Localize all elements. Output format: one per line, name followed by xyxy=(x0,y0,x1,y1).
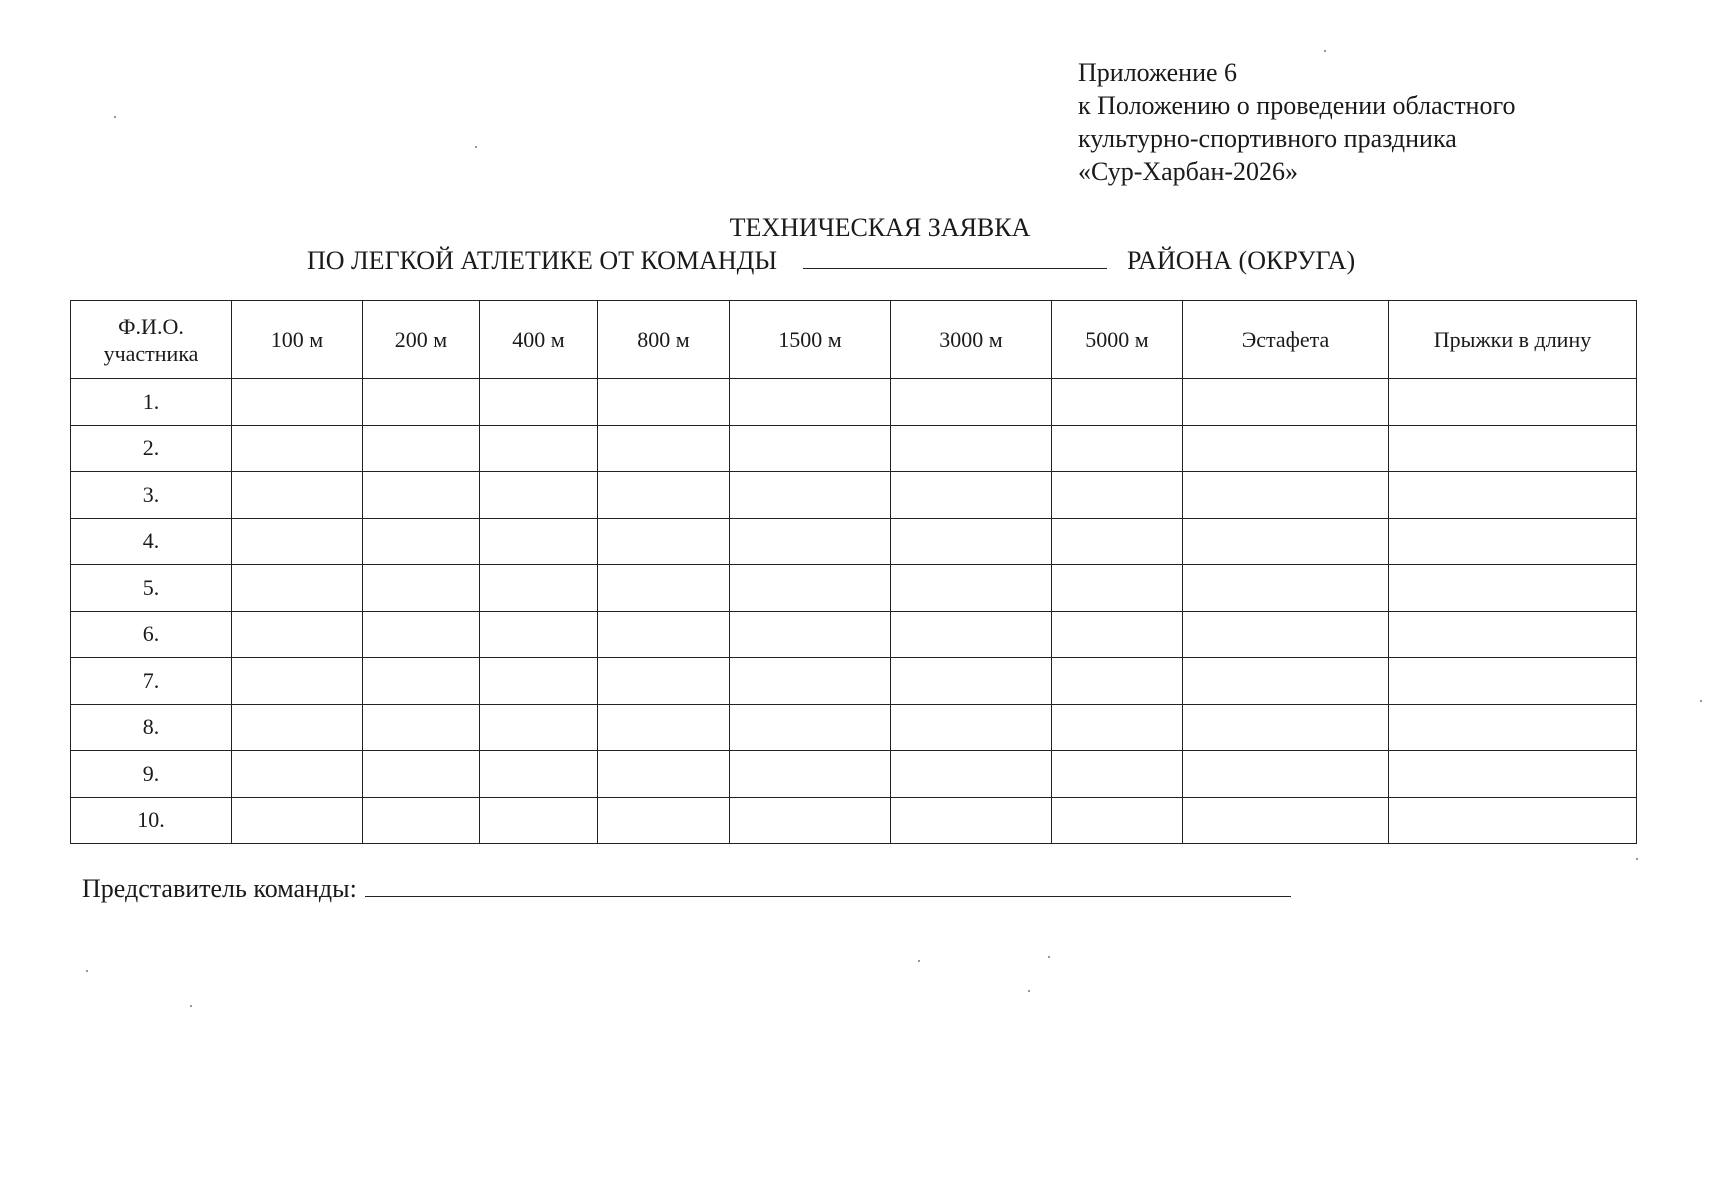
entry-cell[interactable] xyxy=(480,751,598,798)
row-number: 7. xyxy=(71,658,232,705)
entry-cell[interactable] xyxy=(598,518,730,565)
scan-speck xyxy=(1636,858,1638,860)
entry-cell[interactable] xyxy=(891,658,1052,705)
entry-cell[interactable] xyxy=(1183,518,1389,565)
entry-cell[interactable] xyxy=(363,797,480,844)
entry-cell[interactable] xyxy=(363,379,480,426)
entry-cell[interactable] xyxy=(891,518,1052,565)
entry-cell[interactable] xyxy=(1183,797,1389,844)
annex-number: Приложение 6 xyxy=(1078,58,1238,87)
entry-cell[interactable] xyxy=(598,797,730,844)
scan-speck xyxy=(1028,990,1030,992)
entry-cell[interactable] xyxy=(1052,472,1183,519)
entry-cell[interactable] xyxy=(598,658,730,705)
scan-speck xyxy=(86,970,88,972)
entry-cell[interactable] xyxy=(891,611,1052,658)
entry-cell[interactable] xyxy=(1052,797,1183,844)
entry-cell[interactable] xyxy=(1183,611,1389,658)
entry-cell[interactable] xyxy=(1183,751,1389,798)
entry-cell[interactable] xyxy=(598,565,730,612)
entry-cell[interactable] xyxy=(363,611,480,658)
entry-cell[interactable] xyxy=(363,472,480,519)
entry-cell[interactable] xyxy=(1052,658,1183,705)
entry-cell[interactable] xyxy=(598,472,730,519)
annex-event-type: культурно-спортивного праздника xyxy=(1078,124,1457,153)
entry-cell[interactable] xyxy=(1183,658,1389,705)
row-number: 3. xyxy=(71,472,232,519)
entry-cell[interactable] xyxy=(480,658,598,705)
entry-cell[interactable] xyxy=(232,611,363,658)
entry-cell[interactable] xyxy=(232,518,363,565)
header-5000m: 5000 м xyxy=(1052,301,1183,379)
entry-cell[interactable] xyxy=(730,379,891,426)
entry-cell[interactable] xyxy=(891,472,1052,519)
entry-cell[interactable] xyxy=(891,797,1052,844)
scan-speck xyxy=(1700,700,1702,702)
row-number: 9. xyxy=(71,751,232,798)
document-subtitle xyxy=(307,246,1355,276)
entry-cell[interactable] xyxy=(480,797,598,844)
entry-cell[interactable] xyxy=(1389,751,1637,798)
team-representative xyxy=(82,872,1291,904)
entry-cell[interactable] xyxy=(363,658,480,705)
table-row xyxy=(71,518,1637,565)
table-row xyxy=(71,704,1637,751)
entry-cell[interactable] xyxy=(730,611,891,658)
entry-cell[interactable] xyxy=(232,751,363,798)
entry-cell[interactable] xyxy=(480,518,598,565)
row-number: 1. xyxy=(71,379,232,426)
table-row xyxy=(71,611,1637,658)
entry-cell[interactable] xyxy=(1052,379,1183,426)
entry-cell[interactable] xyxy=(1052,518,1183,565)
entry-cell[interactable] xyxy=(480,565,598,612)
entry-cell[interactable] xyxy=(363,425,480,472)
table-row xyxy=(71,472,1637,519)
entry-cell[interactable] xyxy=(1052,611,1183,658)
entry-cell[interactable] xyxy=(232,565,363,612)
entry-cell[interactable] xyxy=(1183,472,1389,519)
entry-cell[interactable] xyxy=(1183,425,1389,472)
representative-label: Представитель команды: xyxy=(82,874,357,903)
entry-cell[interactable] xyxy=(598,379,730,426)
table-row xyxy=(71,797,1637,844)
entry-cell[interactable] xyxy=(1389,658,1637,705)
entry-cell[interactable] xyxy=(730,658,891,705)
entry-cell[interactable] xyxy=(480,425,598,472)
scan-speck xyxy=(918,960,920,962)
entry-cell[interactable] xyxy=(891,425,1052,472)
entry-cell[interactable] xyxy=(363,704,480,751)
entry-cell[interactable] xyxy=(1389,565,1637,612)
entry-cell[interactable] xyxy=(891,379,1052,426)
row-number: 6. xyxy=(71,611,232,658)
entry-cell[interactable] xyxy=(232,797,363,844)
scan-speck xyxy=(190,1005,192,1007)
entry-cell[interactable] xyxy=(1052,425,1183,472)
entry-cell[interactable] xyxy=(232,704,363,751)
table-header-row xyxy=(71,301,1637,379)
entry-cell[interactable] xyxy=(730,565,891,612)
row-number: 2. xyxy=(71,425,232,472)
table-row xyxy=(71,658,1637,705)
entry-cell[interactable] xyxy=(480,704,598,751)
entry-cell[interactable] xyxy=(730,425,891,472)
representative-signature-line[interactable] xyxy=(365,872,1291,897)
scan-speck xyxy=(1048,956,1050,958)
header-400m: 400 м xyxy=(480,301,598,379)
entry-cell[interactable] xyxy=(598,611,730,658)
entry-cell[interactable] xyxy=(730,518,891,565)
entry-cell[interactable] xyxy=(730,797,891,844)
entry-cell[interactable] xyxy=(1389,611,1637,658)
annex-reference: к Положению о проведении областного xyxy=(1078,91,1516,120)
row-number: 8. xyxy=(71,704,232,751)
entry-cell[interactable] xyxy=(1183,704,1389,751)
entry-cell[interactable] xyxy=(232,658,363,705)
table-row xyxy=(71,425,1637,472)
entry-cell[interactable] xyxy=(891,751,1052,798)
entry-cell[interactable] xyxy=(730,704,891,751)
entry-cell[interactable] xyxy=(232,379,363,426)
entry-cell[interactable] xyxy=(232,472,363,519)
scan-speck xyxy=(114,116,116,118)
annex-event-name: «Сур-Харбан-2026» xyxy=(1078,157,1299,186)
entry-cell[interactable] xyxy=(363,751,480,798)
entry-cell[interactable] xyxy=(1389,379,1637,426)
entry-cell[interactable] xyxy=(480,611,598,658)
header-800m: 800 м xyxy=(598,301,730,379)
scan-speck xyxy=(475,146,477,148)
subtitle-suffix: РАЙОНА (ОКРУГА) xyxy=(1127,246,1356,275)
entry-cell[interactable] xyxy=(1389,704,1637,751)
table-row xyxy=(71,565,1637,612)
entry-cell[interactable] xyxy=(598,751,730,798)
header-100m: 100 м xyxy=(232,301,363,379)
table-row xyxy=(71,751,1637,798)
entry-cell[interactable] xyxy=(1389,425,1637,472)
header-3000m: 3000 м xyxy=(891,301,1052,379)
entry-cell[interactable] xyxy=(891,565,1052,612)
entry-cell[interactable] xyxy=(480,472,598,519)
header-200m: 200 м xyxy=(363,301,480,379)
document-title: ТЕХНИЧЕСКАЯ ЗАЯВКА xyxy=(729,213,1031,242)
subtitle-prefix: ПО ЛЕГКОЙ АТЛЕТИКЕ ОТ КОМАНДЫ xyxy=(307,246,778,275)
scan-speck xyxy=(1324,50,1326,52)
row-number: 10. xyxy=(71,797,232,844)
entry-cell[interactable] xyxy=(480,379,598,426)
header-participant-name: Ф.И.О. участника xyxy=(71,301,232,379)
header-relay: Эстафета xyxy=(1183,301,1389,379)
entry-cell[interactable] xyxy=(598,425,730,472)
entry-cell[interactable] xyxy=(598,704,730,751)
entry-cell[interactable] xyxy=(1389,472,1637,519)
team-name-blank[interactable] xyxy=(803,246,1107,269)
annex-block xyxy=(1078,56,1515,188)
entry-cell[interactable] xyxy=(1052,704,1183,751)
table-row xyxy=(71,379,1637,426)
entry-cell[interactable] xyxy=(1183,565,1389,612)
header-1500m: 1500 м xyxy=(730,301,891,379)
header-long-jump: Прыжки в длину xyxy=(1389,301,1637,379)
entry-cell[interactable] xyxy=(363,565,480,612)
row-number: 5. xyxy=(71,565,232,612)
entry-cell[interactable] xyxy=(1052,751,1183,798)
entry-cell[interactable] xyxy=(363,518,480,565)
entry-cell[interactable] xyxy=(730,472,891,519)
entry-cell[interactable] xyxy=(1389,518,1637,565)
entry-cell[interactable] xyxy=(1052,565,1183,612)
table-body xyxy=(71,379,1637,844)
entry-cell[interactable] xyxy=(730,751,891,798)
entry-cell[interactable] xyxy=(1183,379,1389,426)
entry-cell[interactable] xyxy=(1389,797,1637,844)
entry-table xyxy=(70,300,1637,844)
entry-cell[interactable] xyxy=(232,425,363,472)
row-number: 4. xyxy=(71,518,232,565)
entry-cell[interactable] xyxy=(891,704,1052,751)
